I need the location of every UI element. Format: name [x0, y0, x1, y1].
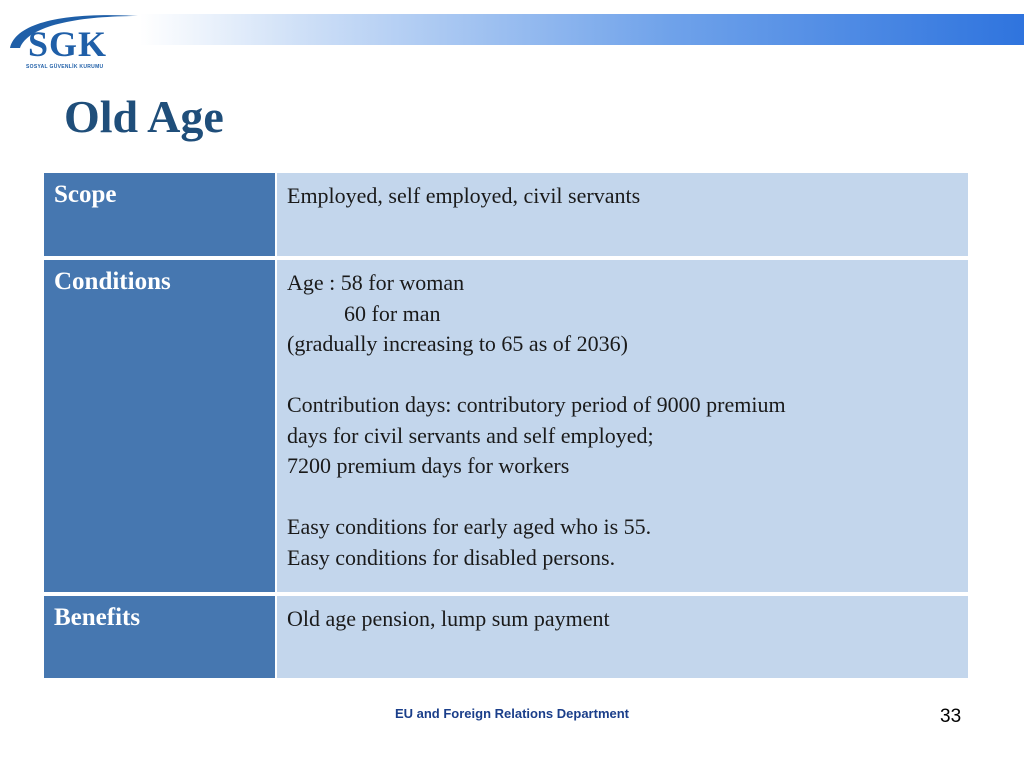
row-label-conditions: Conditions: [44, 260, 277, 596]
age-line-1: Age : 58 for woman: [287, 270, 465, 295]
row-label-scope: Scope: [44, 173, 277, 260]
logo-subtitle: SOSYAL GÜVENLİK KURUMU: [26, 64, 104, 70]
info-table: [44, 173, 970, 682]
easy-line-1: Easy conditions for early aged who is 55.: [287, 514, 652, 539]
page-number: 33: [940, 706, 962, 727]
benefits-text: Old age pension, lump sum payment: [287, 606, 610, 631]
table-row-conditions: [44, 260, 970, 596]
row-content-scope: [277, 173, 970, 260]
age-line-2: 60 for man: [344, 300, 441, 326]
contribution-line-2: days for civil servants and self employed;: [287, 422, 654, 448]
table-row-scope: [44, 173, 970, 260]
row-content-conditions: [277, 260, 970, 596]
easy-line-2: Easy conditions for disabled persons.: [287, 544, 616, 570]
header-gradient-bar: [140, 14, 1024, 45]
table-row-benefits: [44, 596, 970, 682]
footer-department: EU and Foreign Relations Department: [394, 706, 630, 721]
contribution-line-1: Contribution days: contributory period of 9000 premium: [287, 392, 786, 417]
contribution-line-3: 7200 premium days for workers: [287, 453, 570, 478]
scope-text: Employed, self employed, civil servants: [287, 183, 641, 208]
row-content-benefits: [277, 596, 970, 682]
sgk-logo: [6, 10, 142, 74]
age-line-3: (gradually increasing to 65 as of 2036): [287, 331, 628, 356]
logo-text: SGK: [28, 24, 108, 64]
row-label-benefits: Benefits: [44, 596, 277, 682]
page-title: Old Age: [64, 91, 224, 142]
